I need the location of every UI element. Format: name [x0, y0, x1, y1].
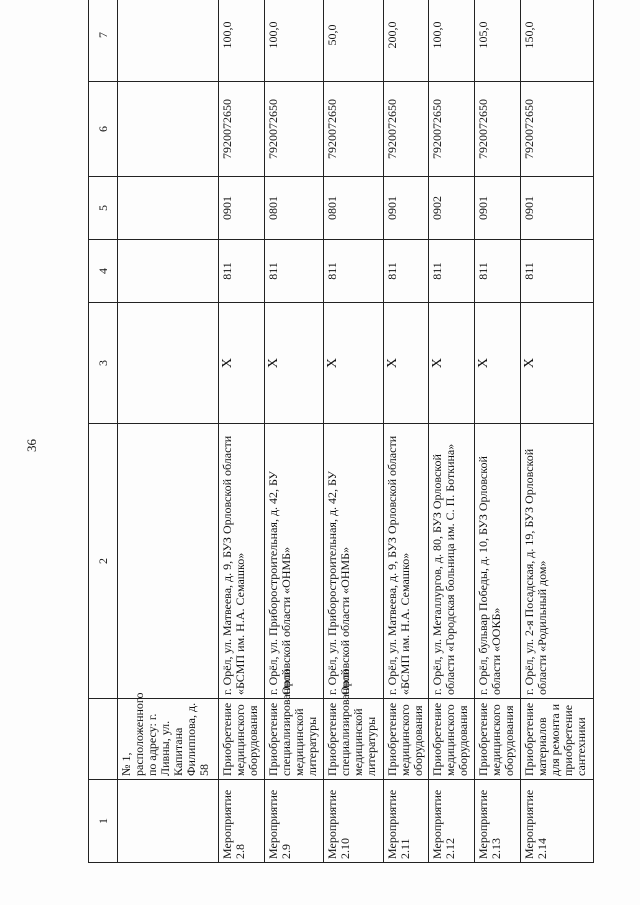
- cell-empty: [118, 177, 219, 240]
- table-row: [521, 0, 594, 863]
- address-cell: г. Орёл, бульвар Победы, д. 10, БУЗ Орловской области «ООКБ»: [475, 424, 521, 699]
- continuation-row: [118, 0, 219, 863]
- code-5-cell: 0901: [219, 177, 265, 240]
- name-cell: Приобретение медицинского оборудования: [475, 699, 521, 780]
- code-5-cell: 0901: [475, 177, 521, 240]
- event-cell: Мероприятие 2.13: [475, 780, 521, 863]
- amount-cell: 100,0: [429, 0, 475, 82]
- mark-cell: Х: [324, 303, 383, 424]
- cell-empty: [118, 0, 219, 82]
- amount-cell: 100,0: [264, 0, 323, 82]
- mark-cell: Х: [475, 303, 521, 424]
- table-row: [383, 0, 429, 863]
- code-4-cell: 811: [324, 240, 383, 303]
- address-cell: г. Орёл, ул. Матвеева, д. 9, БУЗ Орловской области «БСМП им. Н.А. Семашко»: [383, 424, 429, 699]
- code-5-cell: 0901: [521, 177, 594, 240]
- address-cell: г. Орёл, ул. Приборостроительная, д. 42, БУ Орловской области «ОНМБ»: [264, 424, 323, 699]
- code-5-cell: 0801: [324, 177, 383, 240]
- name-cell: Приобретение специализированной медицинской литературы: [324, 699, 383, 780]
- mark-cell: Х: [521, 303, 594, 424]
- code-6-cell: 7920072650: [264, 82, 323, 177]
- cell-empty: [118, 303, 219, 424]
- code-6-cell: 7920072650: [521, 82, 594, 177]
- code-4-cell: 811: [219, 240, 265, 303]
- table-row: [324, 0, 383, 863]
- address-cell: г. Орёл, ул. Приборостроительная, д. 42, БУ Орловской области «ОНМБ»: [324, 424, 383, 699]
- header-cell-7: 7: [89, 0, 118, 82]
- code-5-cell: 0901: [383, 177, 429, 240]
- code-4-cell: 811: [521, 240, 594, 303]
- name-cell: Приобретение медицинского оборудования: [429, 699, 475, 780]
- amount-cell: 200,0: [383, 0, 429, 82]
- name-cell: Приобретение материалов для ремонта и приобретение сантехники: [521, 699, 594, 780]
- table-row: [264, 0, 323, 863]
- header-cell-6: 6: [89, 82, 118, 177]
- event-cell: Мероприятие 2.11: [383, 780, 429, 863]
- name-cell: Приобретение специализированной медицинской литературы: [264, 699, 323, 780]
- event-cell: Мероприятие 2.14: [521, 780, 594, 863]
- header-cell-3: 3: [89, 303, 118, 424]
- code-4-cell: 811: [475, 240, 521, 303]
- continuation-text: № 1, расположенного по адресу: г. Ливны, ул. Капитана Филиппова, д. 58: [118, 699, 219, 780]
- mark-cell: Х: [219, 303, 265, 424]
- table-row: [219, 0, 265, 863]
- name-cell: Приобретение медицинского оборудования: [219, 699, 265, 780]
- header-cell-2: 2: [89, 424, 118, 699]
- page-number: 36: [24, 439, 39, 452]
- mark-cell: Х: [429, 303, 475, 424]
- amount-cell: 150,0: [521, 0, 594, 82]
- code-4-cell: 811: [383, 240, 429, 303]
- event-cell: Мероприятие 2.10: [324, 780, 383, 863]
- code-5-cell: 0902: [429, 177, 475, 240]
- mark-cell: Х: [383, 303, 429, 424]
- name-cell: Приобретение медицинского оборудования: [383, 699, 429, 780]
- cell-empty: [118, 82, 219, 177]
- event-cell: Мероприятие 2.12: [429, 780, 475, 863]
- cell-empty: [118, 780, 219, 863]
- code-6-cell: 7920072650: [324, 82, 383, 177]
- table-container: [88, 21, 594, 863]
- amount-cell: 100,0: [219, 0, 265, 82]
- address-cell: г. Орёл, ул. Металлургов, д. 80, БУЗ Орловской области «Городская больница им. С. П. Боткина»: [429, 424, 475, 699]
- cell-empty: [118, 424, 219, 699]
- header-cell-4: 4: [89, 240, 118, 303]
- address-cell: г. Орёл, ул. Матвеева, д. 9, БУЗ Орловской области «БСМП им. Н.А. Семашко»: [219, 424, 265, 699]
- event-cell: Мероприятие 2.8: [219, 780, 265, 863]
- table-row: [429, 0, 475, 863]
- header-cell-1: 1: [89, 780, 118, 863]
- code-6-cell: 7920072650: [383, 82, 429, 177]
- code-6-cell: 7920072650: [475, 82, 521, 177]
- amount-cell: 105,0: [475, 0, 521, 82]
- address-cell: г. Орёл, ул. 2-я Посадская, д. 19, БУЗ Орловской области «Родильный дом»: [521, 424, 594, 699]
- code-5-cell: 0801: [264, 177, 323, 240]
- header-cell-blank: [89, 699, 118, 780]
- code-6-cell: 7920072650: [219, 82, 265, 177]
- mark-cell: Х: [264, 303, 323, 424]
- header-cell-5: 5: [89, 177, 118, 240]
- code-4-cell: 811: [429, 240, 475, 303]
- amount-cell: 50,0: [324, 0, 383, 82]
- code-6-cell: 7920072650: [429, 82, 475, 177]
- code-4-cell: 811: [264, 240, 323, 303]
- event-cell: Мероприятие 2.9: [264, 780, 323, 863]
- header-row: [89, 0, 118, 863]
- table-row: [475, 0, 521, 863]
- program-table: [88, 0, 594, 863]
- cell-empty: [118, 240, 219, 303]
